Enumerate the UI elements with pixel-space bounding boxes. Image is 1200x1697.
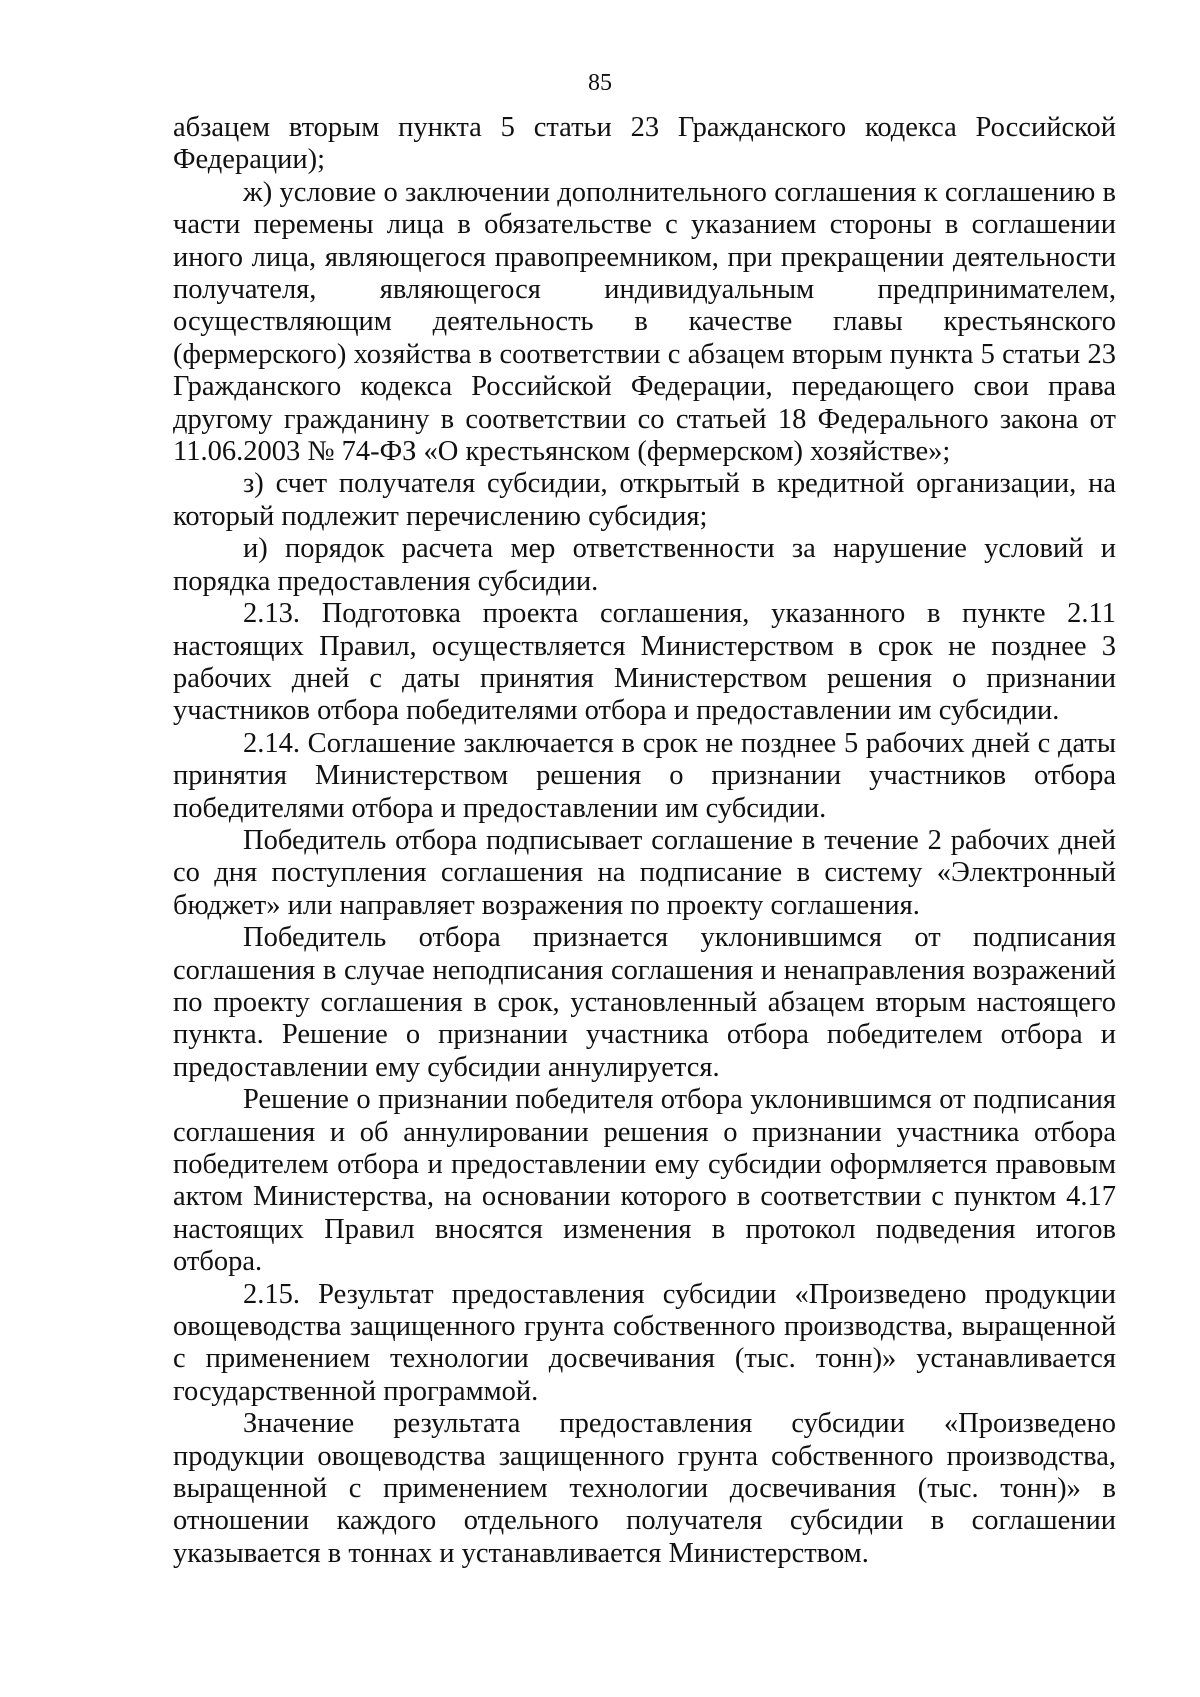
paragraph-item-z: з) счет получателя субсидии, открытый в кредитной организации, на который подлежит перечислению субсидия; — [173, 468, 1116, 532]
paragraph-winner-evades: Победитель отбора признается уклонившимся от подписания соглашения в случае неподписания соглашения и ненаправления возражений по проекту соглашения в срок, установленный абзацем вторым настоящего пункта. Решение о признании участника отбора победителем отбора и предоставлении ему субсидии аннулируется. — [173, 922, 1116, 1083]
paragraph-2-13: 2.13. Подготовка проекта соглашения, указанного в пункте 2.11 настоящих Правил, осуществляется Министерством в срок не позднее 3 рабочих дней с даты принятия Министерством решения о признании участников отбора победителями отбора и предоставлении им субсидии. — [173, 598, 1116, 727]
paragraph-2-15: 2.15. Результат предоставления субсидии «Произведено продукции овощеводства защищенного грунта собственного производства, выращенной с применением технологии досвечивания (тыс. тонн)» устанавливается государственной программой. — [173, 1278, 1116, 1407]
paragraph-winner-signs: Победитель отбора подписывает соглашение в течение 2 рабочих дней со дня поступления соглашения на подписание в систему «Электронный бюджет» или направляет возражения по проекту соглашения. — [173, 824, 1116, 921]
page-number: 85 — [588, 70, 612, 96]
paragraph-item-i: и) порядок расчета мер ответственности за нарушение условий и порядка предоставления субсидии. — [173, 533, 1116, 597]
paragraph-continuation: абзацем вторым пункта 5 статьи 23 Гражданского кодекса Российской Федерации); — [173, 112, 1116, 176]
paragraph-2-14: 2.14. Соглашение заключается в срок не позднее 5 рабочих дней с даты принятия Министерством решения о признании участников отбора победителями отбора и предоставлении им субсидии. — [173, 727, 1116, 824]
document-body — [173, 112, 1116, 1570]
paragraph-item-zh: ж) условие о заключении дополнительного соглашения к соглашению в части перемены лица в обязательстве с указанием стороны в соглашении иного лица, являющегося правопреемником, при прекращении деятельности получателя, являющегося индивидуальным предпринимателем, осуществляющим деятельность в качестве главы крестьянского (фермерского) хозяйства в соответствии с абзацем вторым пункта 5 статьи 23 Гражданского кодекса Российской Федерации, передающего свои права другому гражданину в соответствии со статьей 18 Федерального закона от 11.06.2003 № 74-ФЗ «О крестьянском (фермерском) хозяйстве»; — [173, 176, 1116, 468]
paragraph-result-value: Значение результата предоставления субсидии «Произведено продукции овощеводства защищенного грунта собственного производства, выращенной с применением технологии досвечивания (тыс. тонн)» в отношении каждого отдельного получателя субсидии в соглашении указывается в тоннах и устанавливается Министерством. — [173, 1408, 1116, 1569]
paragraph-decision-evasion: Решение о признании победителя отбора уклонившимся от подписания соглашения и об аннулировании решения о признании участника отбора победителем отбора и предоставлении ему субсидии оформляется правовым актом Министерства, на основании которого в соответствии с пунктом 4.17 настоящих Правил вносятся изменения в протокол подведения итогов отбора. — [173, 1084, 1116, 1278]
